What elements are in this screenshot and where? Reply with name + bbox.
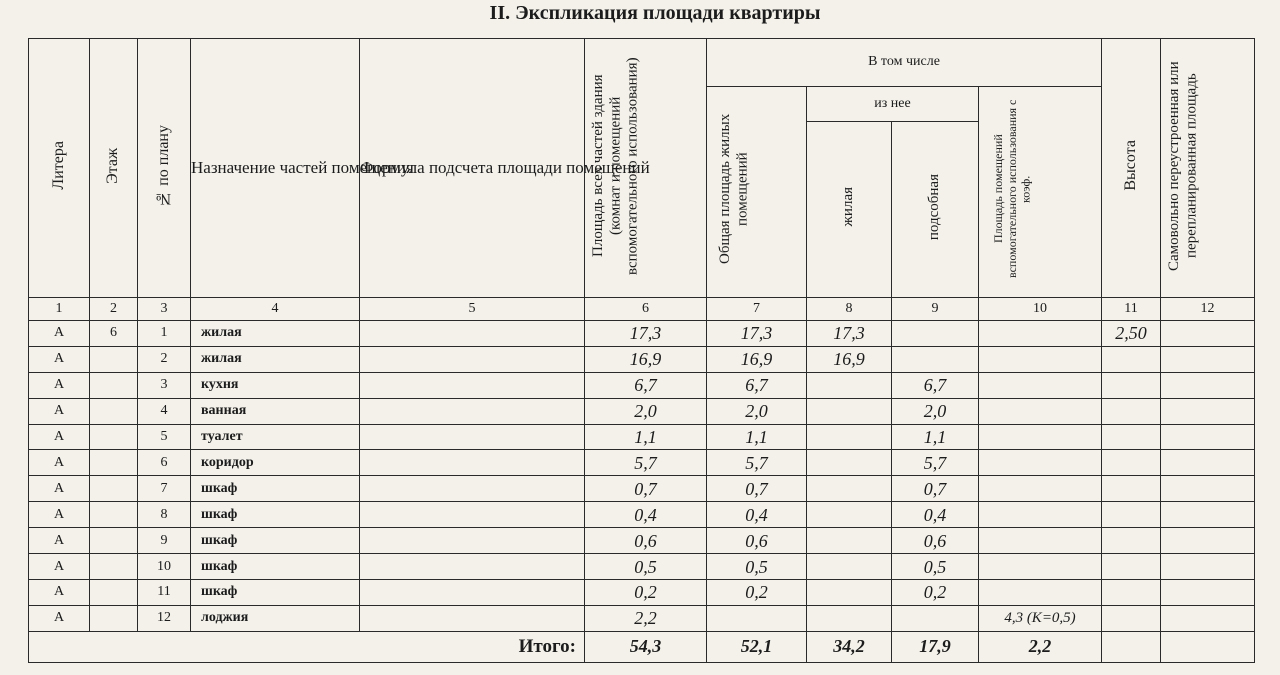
- cell-litera: А: [29, 320, 90, 346]
- cell-utility: [892, 320, 979, 346]
- header-living: жилая: [807, 121, 892, 297]
- cell-total-area: 2,2: [585, 605, 707, 631]
- cell-room-purpose: жилая: [191, 320, 360, 346]
- column-number-2: 2: [90, 298, 138, 321]
- cell-height: 2,50: [1102, 320, 1161, 346]
- cell-auxiliary-coef: [979, 320, 1102, 346]
- column-number-9: 9: [892, 298, 979, 321]
- cell-floor: [90, 476, 138, 502]
- column-number-8: 8: [807, 298, 892, 321]
- header-including: В том числе: [707, 39, 1102, 87]
- cell-living: 17,3: [807, 320, 892, 346]
- cell-formula: [360, 450, 585, 476]
- cell-living: [807, 502, 892, 528]
- cell-living-total: 0,7: [707, 476, 807, 502]
- cell-room-purpose: кухня: [191, 372, 360, 398]
- total-c7: 52,1: [707, 631, 807, 662]
- table-row: [29, 398, 1255, 424]
- cell-formula: [360, 502, 585, 528]
- cell-living: [807, 554, 892, 580]
- cell-formula: [360, 528, 585, 554]
- cell-auxiliary-coef: [979, 346, 1102, 372]
- cell-room-purpose: шкаф: [191, 528, 360, 554]
- cell-auxiliary-coef: [979, 450, 1102, 476]
- total-c9: 17,9: [892, 631, 979, 662]
- cell-room-purpose: шкаф: [191, 476, 360, 502]
- cell-utility: 6,7: [892, 372, 979, 398]
- table-row: [29, 605, 1255, 631]
- table-row: [29, 554, 1255, 580]
- table-row: [29, 476, 1255, 502]
- header-formula: Формула подсчета площади помещений: [360, 39, 585, 298]
- total-empty-c12: [1161, 631, 1255, 662]
- header-floor: Этаж: [90, 39, 138, 298]
- cell-height: [1102, 528, 1161, 554]
- header-plan-number: № по плану: [138, 39, 191, 298]
- cell-formula: [360, 346, 585, 372]
- header-height: Высота: [1102, 39, 1161, 298]
- cell-auxiliary-coef: [979, 398, 1102, 424]
- cell-total-area: 0,4: [585, 502, 707, 528]
- cell-room-purpose: коридор: [191, 450, 360, 476]
- cell-plan-number: 1: [138, 320, 191, 346]
- cell-plan-number: 9: [138, 528, 191, 554]
- cell-auxiliary-coef: [979, 476, 1102, 502]
- document-title: II. Экспликация площади квартиры: [489, 2, 821, 24]
- column-number-7: 7: [707, 298, 807, 321]
- header-litera: Литера: [29, 39, 90, 298]
- cell-plan-number: 2: [138, 346, 191, 372]
- cell-room-purpose: туалет: [191, 424, 360, 450]
- cell-living: [807, 605, 892, 631]
- total-c8: 34,2: [807, 631, 892, 662]
- cell-formula: [360, 424, 585, 450]
- cell-height: [1102, 450, 1161, 476]
- cell-floor: [90, 372, 138, 398]
- column-number-12: 12: [1161, 298, 1255, 321]
- cell-living: [807, 372, 892, 398]
- total-row: [29, 631, 1255, 662]
- column-number-6: 6: [585, 298, 707, 321]
- header-auxiliary-coef: Площадь помещений вспомогательного использования с коэф.: [979, 86, 1102, 297]
- cell-total-area: 5,7: [585, 450, 707, 476]
- explication-table: [28, 38, 1255, 663]
- header-living-total: Общая площадь жилых помещений: [707, 86, 807, 297]
- cell-plan-number: 3: [138, 372, 191, 398]
- header-purpose: Назначение частей помещения: [191, 39, 360, 298]
- cell-plan-number: 5: [138, 424, 191, 450]
- cell-room-purpose: ванная: [191, 398, 360, 424]
- cell-formula: [360, 398, 585, 424]
- cell-utility: 0,2: [892, 579, 979, 605]
- cell-litera: А: [29, 346, 90, 372]
- cell-utility: [892, 605, 979, 631]
- table-row: [29, 372, 1255, 398]
- cell-utility: 2,0: [892, 398, 979, 424]
- column-number-11: 11: [1102, 298, 1161, 321]
- cell-unauthorized: [1161, 346, 1255, 372]
- cell-height: [1102, 502, 1161, 528]
- cell-height: [1102, 372, 1161, 398]
- cell-unauthorized: [1161, 528, 1255, 554]
- cell-living-total: [707, 605, 807, 631]
- cell-auxiliary-coef: [979, 424, 1102, 450]
- column-number-10: 10: [979, 298, 1102, 321]
- cell-litera: А: [29, 372, 90, 398]
- cell-living-total: 17,3: [707, 320, 807, 346]
- cell-floor: [90, 605, 138, 631]
- cell-litera: А: [29, 424, 90, 450]
- cell-floor: [90, 554, 138, 580]
- total-c6: 54,3: [585, 631, 707, 662]
- cell-height: [1102, 605, 1161, 631]
- cell-room-purpose: шкаф: [191, 554, 360, 580]
- cell-living-total: 0,2: [707, 579, 807, 605]
- cell-living: [807, 424, 892, 450]
- cell-unauthorized: [1161, 320, 1255, 346]
- cell-utility: 0,7: [892, 476, 979, 502]
- cell-total-area: 16,9: [585, 346, 707, 372]
- cell-formula: [360, 476, 585, 502]
- cell-living: [807, 579, 892, 605]
- column-numbers-row: [29, 298, 1255, 321]
- cell-auxiliary-coef: [979, 554, 1102, 580]
- cell-living: [807, 398, 892, 424]
- cell-utility: 1,1: [892, 424, 979, 450]
- column-number-3: 3: [138, 298, 191, 321]
- cell-plan-number: 7: [138, 476, 191, 502]
- cell-plan-number: 12: [138, 605, 191, 631]
- column-number-5: 5: [360, 298, 585, 321]
- cell-floor: [90, 424, 138, 450]
- cell-height: [1102, 398, 1161, 424]
- table-row: [29, 320, 1255, 346]
- cell-living-total: 2,0: [707, 398, 807, 424]
- cell-plan-number: 6: [138, 450, 191, 476]
- cell-litera: А: [29, 398, 90, 424]
- total-c10: 2,2: [979, 631, 1102, 662]
- cell-total-area: 1,1: [585, 424, 707, 450]
- cell-total-area: 2,0: [585, 398, 707, 424]
- cell-height: [1102, 476, 1161, 502]
- cell-floor: [90, 398, 138, 424]
- total-empty-c11: [1102, 631, 1161, 662]
- header-unauthorized-area: Самовольно переустроенная или перепланированная площадь: [1161, 39, 1255, 298]
- cell-room-purpose: жилая: [191, 346, 360, 372]
- cell-living-total: 0,4: [707, 502, 807, 528]
- cell-plan-number: 4: [138, 398, 191, 424]
- cell-living-total: 16,9: [707, 346, 807, 372]
- cell-total-area: 17,3: [585, 320, 707, 346]
- cell-living-total: 0,5: [707, 554, 807, 580]
- cell-litera: А: [29, 502, 90, 528]
- table-row: [29, 579, 1255, 605]
- cell-unauthorized: [1161, 398, 1255, 424]
- cell-unauthorized: [1161, 424, 1255, 450]
- cell-height: [1102, 424, 1161, 450]
- cell-floor: 6: [90, 320, 138, 346]
- cell-litera: А: [29, 605, 90, 631]
- cell-floor: [90, 502, 138, 528]
- cell-formula: [360, 372, 585, 398]
- cell-litera: А: [29, 579, 90, 605]
- cell-room-purpose: лоджия: [191, 605, 360, 631]
- cell-living: [807, 476, 892, 502]
- cell-height: [1102, 554, 1161, 580]
- cell-auxiliary-coef: 4,3 (K=0,5): [979, 605, 1102, 631]
- column-number-1: 1: [29, 298, 90, 321]
- cell-utility: 0,4: [892, 502, 979, 528]
- cell-formula: [360, 605, 585, 631]
- cell-formula: [360, 320, 585, 346]
- cell-auxiliary-coef: [979, 372, 1102, 398]
- cell-living: 16,9: [807, 346, 892, 372]
- cell-floor: [90, 346, 138, 372]
- cell-auxiliary-coef: [979, 579, 1102, 605]
- table-row: [29, 528, 1255, 554]
- cell-auxiliary-coef: [979, 528, 1102, 554]
- cell-living: [807, 528, 892, 554]
- cell-unauthorized: [1161, 372, 1255, 398]
- cell-living: [807, 450, 892, 476]
- cell-living-total: 1,1: [707, 424, 807, 450]
- cell-unauthorized: [1161, 605, 1255, 631]
- cell-utility: 0,5: [892, 554, 979, 580]
- cell-litera: А: [29, 528, 90, 554]
- cell-utility: 5,7: [892, 450, 979, 476]
- cell-floor: [90, 528, 138, 554]
- cell-total-area: 6,7: [585, 372, 707, 398]
- cell-plan-number: 11: [138, 579, 191, 605]
- cell-utility: [892, 346, 979, 372]
- cell-unauthorized: [1161, 450, 1255, 476]
- cell-formula: [360, 554, 585, 580]
- cell-litera: А: [29, 450, 90, 476]
- cell-height: [1102, 346, 1161, 372]
- cell-unauthorized: [1161, 579, 1255, 605]
- cell-living-total: 0,6: [707, 528, 807, 554]
- cell-floor: [90, 579, 138, 605]
- cell-living-total: 6,7: [707, 372, 807, 398]
- table-row: [29, 424, 1255, 450]
- header-of-which: из нее: [807, 86, 979, 121]
- cell-room-purpose: шкаф: [191, 502, 360, 528]
- header-total-area: Площадь всех частей здания (комнат и помещений вспомогательного использования): [585, 39, 707, 298]
- cell-total-area: 0,2: [585, 579, 707, 605]
- cell-living-total: 5,7: [707, 450, 807, 476]
- cell-total-area: 0,5: [585, 554, 707, 580]
- table-row: [29, 502, 1255, 528]
- cell-unauthorized: [1161, 554, 1255, 580]
- cell-litera: А: [29, 554, 90, 580]
- cell-total-area: 0,7: [585, 476, 707, 502]
- cell-auxiliary-coef: [979, 502, 1102, 528]
- cell-formula: [360, 579, 585, 605]
- cell-plan-number: 10: [138, 554, 191, 580]
- cell-height: [1102, 579, 1161, 605]
- cell-utility: 0,6: [892, 528, 979, 554]
- cell-litera: А: [29, 476, 90, 502]
- cell-room-purpose: шкаф: [191, 579, 360, 605]
- table-row: [29, 346, 1255, 372]
- cell-unauthorized: [1161, 476, 1255, 502]
- header-utility: подсобная: [892, 121, 979, 297]
- column-number-4: 4: [191, 298, 360, 321]
- cell-plan-number: 8: [138, 502, 191, 528]
- cell-total-area: 0,6: [585, 528, 707, 554]
- total-label: Итого:: [29, 631, 585, 662]
- table-row: [29, 450, 1255, 476]
- cell-unauthorized: [1161, 502, 1255, 528]
- cell-floor: [90, 450, 138, 476]
